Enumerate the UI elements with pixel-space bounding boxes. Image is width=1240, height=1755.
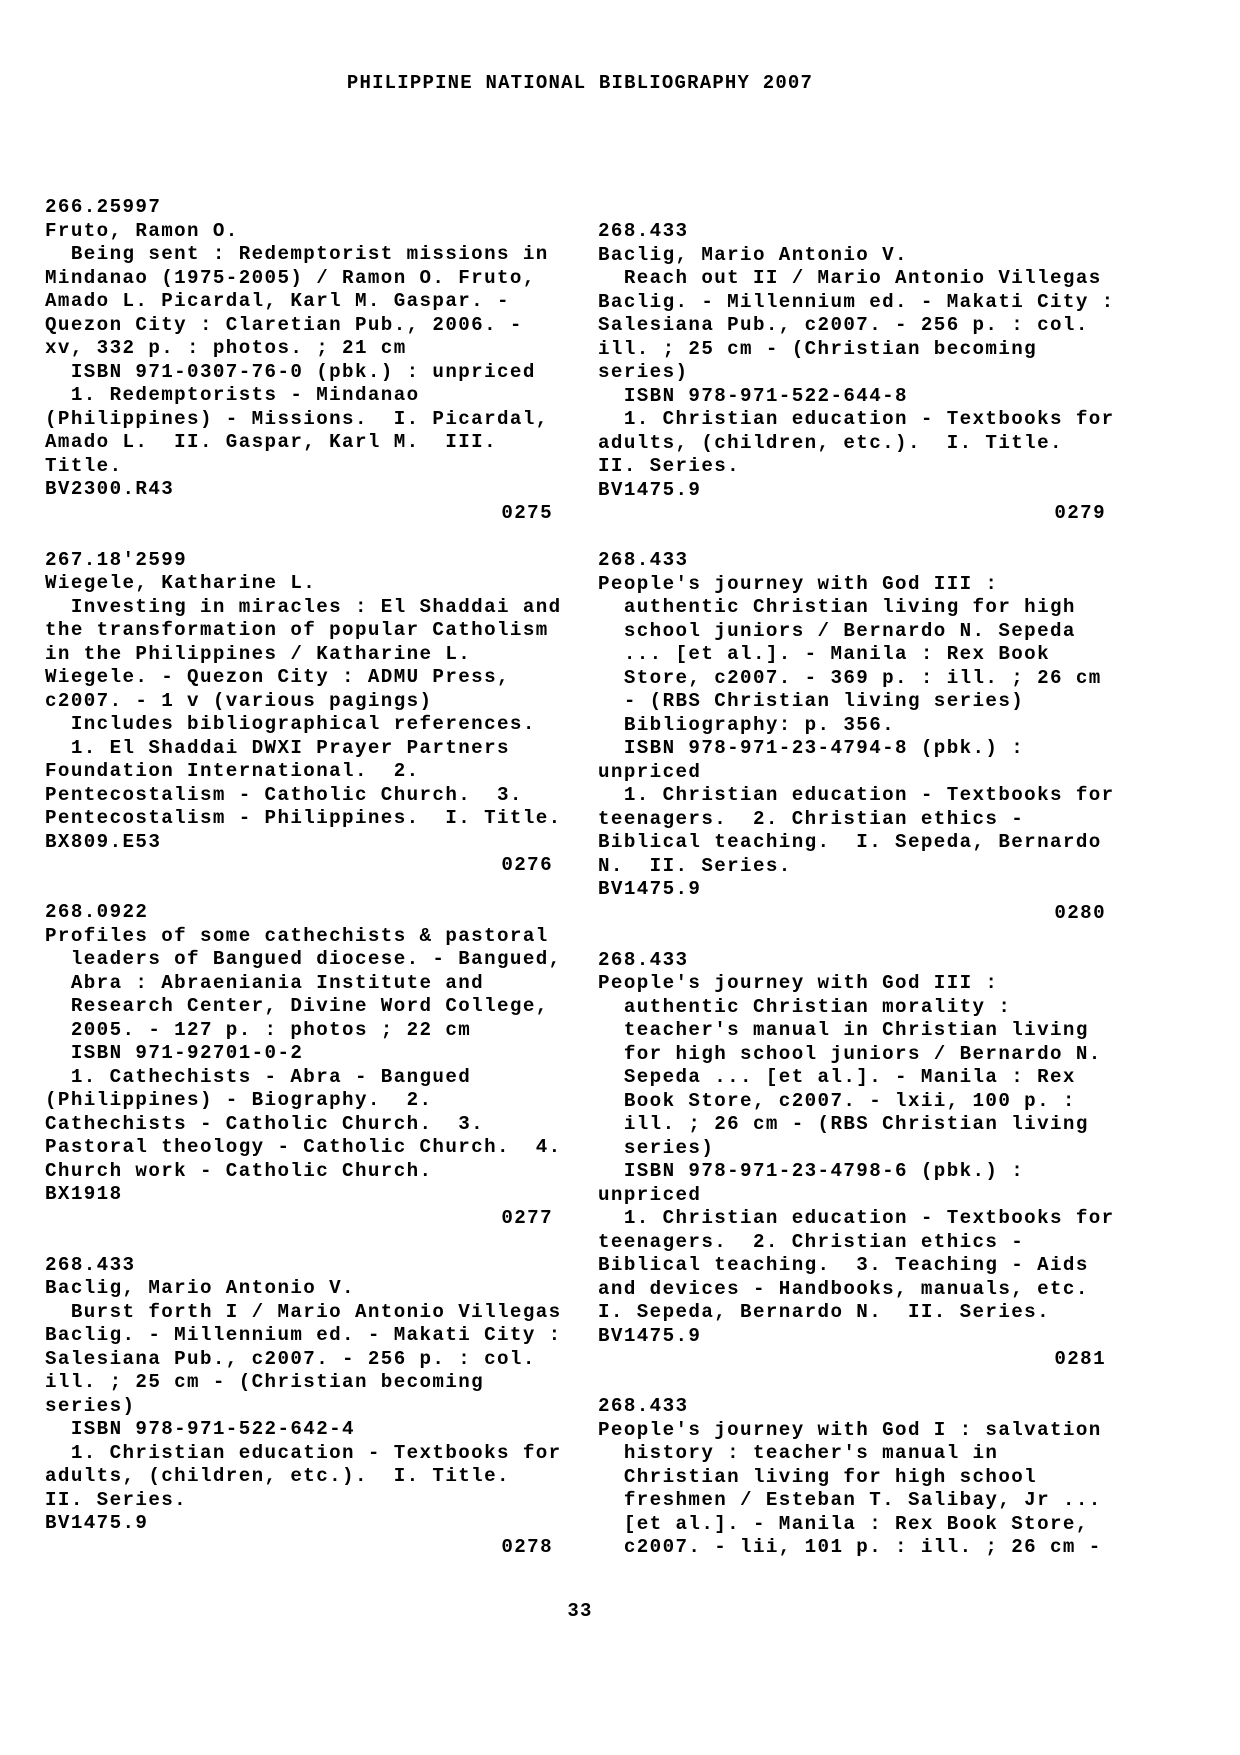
entry-line: ill. ; 26 cm - (RBS Christian living xyxy=(598,1113,1089,1135)
entry-line: school juniors / Bernardo N. Sepeda xyxy=(598,619,1076,642)
entry-line: Amado L. Picardal, Karl M. Gaspar. - xyxy=(45,290,510,312)
entry-line: II. Series. xyxy=(598,455,741,477)
entry-line: Book Store, c2007. - lxii, 100 p. : xyxy=(598,1089,1076,1112)
entry-line: Includes bibliographical references. xyxy=(45,713,536,735)
entry-line: Baclig. - Millennium ed. - Makati City : xyxy=(598,290,1115,313)
entry-line: Wiegele. - Quezon City : ADMU Press, xyxy=(45,666,510,688)
entry-line: teacher's manual in Christian living xyxy=(598,1019,1089,1041)
entry-line: teenagers. 2. Christian ethics - xyxy=(598,1230,1025,1253)
entry-number: 0279 xyxy=(1054,502,1106,524)
entry-line: BV1475.9 xyxy=(45,1512,149,1534)
entry-line: Foundation International. 2. xyxy=(45,760,420,782)
entry-line: xv, 332 p. : photos. ; 21 cm xyxy=(45,337,407,359)
entry-line: Baclig, Mario Antonio V. xyxy=(45,1277,355,1299)
entry-line: Profiles of some cathechists & pastoral xyxy=(45,924,549,947)
entry-line: 1. Christian education - Textbooks for xyxy=(598,408,1115,430)
entry-line: and devices - Handbooks, manuals, etc. xyxy=(598,1277,1089,1300)
bibliography-entry xyxy=(598,1395,1108,1560)
entry-line: leaders of Bangued diocese. - Bangued, xyxy=(45,948,562,970)
entry-line: ill. ; 25 cm - (Christian becoming xyxy=(598,337,1038,360)
entry-line: ISBN 971-92701-0-2 xyxy=(45,1042,304,1064)
entry-number: 0280 xyxy=(1054,901,1106,924)
entry-line: BV1475.9 xyxy=(598,1324,702,1347)
entry-line: in the Philippines / Katharine L. xyxy=(45,642,472,665)
entry-line: Title. xyxy=(45,454,123,477)
entry-line: freshmen / Esteban T. Salibay, Jr ... xyxy=(598,1489,1102,1511)
entry-line: II. Series. xyxy=(45,1488,188,1511)
entry-line: 1. Redemptorists - Mindanao xyxy=(45,384,420,406)
entry-line: People's journey with God III : xyxy=(598,572,999,595)
entry-line: Sepeda ... [et al.]. - Manila : Rex xyxy=(598,1066,1076,1088)
entry-line: Reach out II / Mario Antonio Villegas xyxy=(598,267,1102,289)
entry-line: Cathechists - Catholic Church. 3. xyxy=(45,1112,485,1135)
entry-line: ISBN 978-971-522-644-8 xyxy=(598,384,908,407)
bibliography-entry xyxy=(598,948,1115,1372)
entry-line: for high school juniors / Bernardo N. xyxy=(598,1042,1102,1065)
entry-line: 268.433 xyxy=(598,1395,689,1417)
entry-line: [et al.]. - Manila : Rex Book Store, xyxy=(598,1512,1089,1535)
entry-line: Biblical teaching. I. Sepeda, Bernardo xyxy=(598,831,1102,853)
entry-number: 0278 xyxy=(501,1535,553,1558)
entry-line: ISBN 978-971-23-4794-8 (pbk.) : xyxy=(598,737,1025,759)
entry-line: adults, (children, etc.). I. Title. xyxy=(45,1465,510,1487)
entry-line: authentic Christian living for high xyxy=(598,596,1076,618)
bibliography-entry xyxy=(598,220,1115,526)
bibliography-entry xyxy=(45,901,562,1230)
entry-line: the transformation of popular Catholism xyxy=(45,619,549,641)
entry-line: ISBN 978-971-23-4798-6 (pbk.) : xyxy=(598,1160,1025,1182)
entry-line: history : teacher's manual in xyxy=(598,1442,999,1464)
entry-line: - (RBS Christian living series) xyxy=(598,690,1025,712)
entry-line: 268.433 xyxy=(598,549,689,571)
entry-line: unpriced xyxy=(598,1183,702,1206)
entry-number: 0276 xyxy=(501,854,553,876)
entry-line: 1. Christian education - Textbooks for xyxy=(598,1207,1115,1229)
entry-number: 0281 xyxy=(1054,1348,1106,1370)
entry-line: 266.25997 xyxy=(45,196,162,218)
entry-line: 267.18'2599 xyxy=(45,548,188,571)
entry-line: (Philippines) - Missions. I. Picardal, xyxy=(45,407,549,430)
entry-line: Church work - Catholic Church. xyxy=(45,1159,433,1182)
entry-line: People's journey with God I : salvation xyxy=(598,1418,1102,1441)
entry-line: teenagers. 2. Christian ethics - xyxy=(598,807,1025,830)
entry-line: (Philippines) - Biography. 2. xyxy=(45,1089,433,1111)
page-number: 33 xyxy=(567,1600,593,1622)
entry-line: Fruto, Ramon O. xyxy=(45,219,239,242)
entry-line: Abra : Abraeniania Institute and xyxy=(45,971,485,994)
bibliography-entry xyxy=(598,549,1115,925)
entry-line: ... [et al.]. - Manila : Rex Book xyxy=(598,643,1051,665)
entry-line: 268.433 xyxy=(45,1253,136,1276)
entry-line: 268.0922 xyxy=(45,901,149,923)
entry-line: ISBN 971-0307-76-0 (pbk.) : unpriced xyxy=(45,360,536,383)
entry-line: BX809.E53 xyxy=(45,830,162,853)
entry-line: Salesiana Pub., c2007. - 256 p. : col. xyxy=(598,314,1089,336)
entry-line: unpriced xyxy=(598,760,702,783)
entry-line: Pentecostalism - Catholic Church. 3. xyxy=(45,783,523,806)
entry-line: c2007. - lii, 101 p. : ill. ; 26 cm - xyxy=(598,1536,1102,1558)
entry-line: Mindanao (1975-2005) / Ramon O. Fruto, xyxy=(45,266,536,289)
entry-line: BV2300.R43 xyxy=(45,478,175,500)
bibliography-entry xyxy=(45,1253,562,1560)
entry-line: Wiegele, Katharine L. xyxy=(45,572,317,594)
entry-line: Baclig, Mario Antonio V. xyxy=(598,243,908,266)
entry-line: Biblical teaching. 3. Teaching - Aids xyxy=(598,1254,1089,1276)
entry-line: series) xyxy=(598,1136,715,1159)
entry-line: 1. Cathechists - Abra - Bangued xyxy=(45,1065,472,1088)
entry-line: Bibliography: p. 356. xyxy=(598,713,896,736)
entry-line: ill. ; 25 cm - (Christian becoming xyxy=(45,1371,485,1393)
entry-line: BV1475.9 xyxy=(598,878,702,900)
entry-line: Burst forth I / Mario Antonio Villegas xyxy=(45,1300,562,1323)
entry-line: ISBN 978-971-522-642-4 xyxy=(45,1418,355,1440)
entry-line: 268.433 xyxy=(598,220,689,242)
entry-line: series) xyxy=(45,1394,136,1417)
entry-line: Investing in miracles : El Shaddai and xyxy=(45,595,562,618)
entry-line: Christian living for high school xyxy=(598,1465,1038,1488)
entry-line: Being sent : Redemptorist missions in xyxy=(45,243,549,265)
entry-line: Salesiana Pub., c2007. - 256 p. : col. xyxy=(45,1347,536,1370)
bibliography-entry xyxy=(45,196,555,525)
entry-line: Store, c2007. - 369 p. : ill. ; 26 cm xyxy=(598,666,1102,689)
entry-line: Quezon City : Claretian Pub., 2006. - xyxy=(45,313,523,336)
entry-line: c2007. - 1 v (various pagings) xyxy=(45,689,433,712)
entry-number: 0275 xyxy=(501,501,553,524)
entry-line: Pentecostalism - Philippines. I. Title. xyxy=(45,807,562,829)
entry-line: 1. Christian education - Textbooks for xyxy=(45,1441,562,1464)
entry-line: Pastoral theology - Catholic Church. 4. xyxy=(45,1136,562,1158)
entry-line: series) xyxy=(598,361,689,383)
entry-line: authentic Christian morality : xyxy=(598,995,1012,1018)
right-column xyxy=(598,220,1115,1560)
bibliography-entry xyxy=(45,548,562,878)
entry-line: N. II. Series. xyxy=(598,854,792,877)
entry-line: 1. El Shaddai DWXI Prayer Partners xyxy=(45,736,510,759)
entry-line: Baclig. - Millennium ed. - Makati City : xyxy=(45,1324,562,1346)
entry-line: People's journey with God III : xyxy=(598,972,999,994)
entry-line: BV1475.9 xyxy=(598,478,702,501)
entry-line: 2005. - 127 p. : photos ; 22 cm xyxy=(45,1018,472,1041)
entry-line: adults, (children, etc.). I. Title. xyxy=(598,431,1063,454)
entry-line: BX1918 xyxy=(45,1183,123,1205)
entry-line: Research Center, Divine Word College, xyxy=(45,995,549,1017)
entry-line: Amado L. II. Gaspar, Karl M. III. xyxy=(45,431,498,453)
entry-number: 0277 xyxy=(501,1206,553,1229)
left-column xyxy=(45,196,562,1559)
page-title: PHILIPPINE NATIONAL BIBLIOGRAPHY 2007 xyxy=(346,72,814,94)
entry-line: 268.433 xyxy=(598,948,689,971)
entry-line: 1. Christian education - Textbooks for xyxy=(598,784,1115,806)
entry-line: I. Sepeda, Bernardo N. II. Series. xyxy=(598,1301,1051,1323)
